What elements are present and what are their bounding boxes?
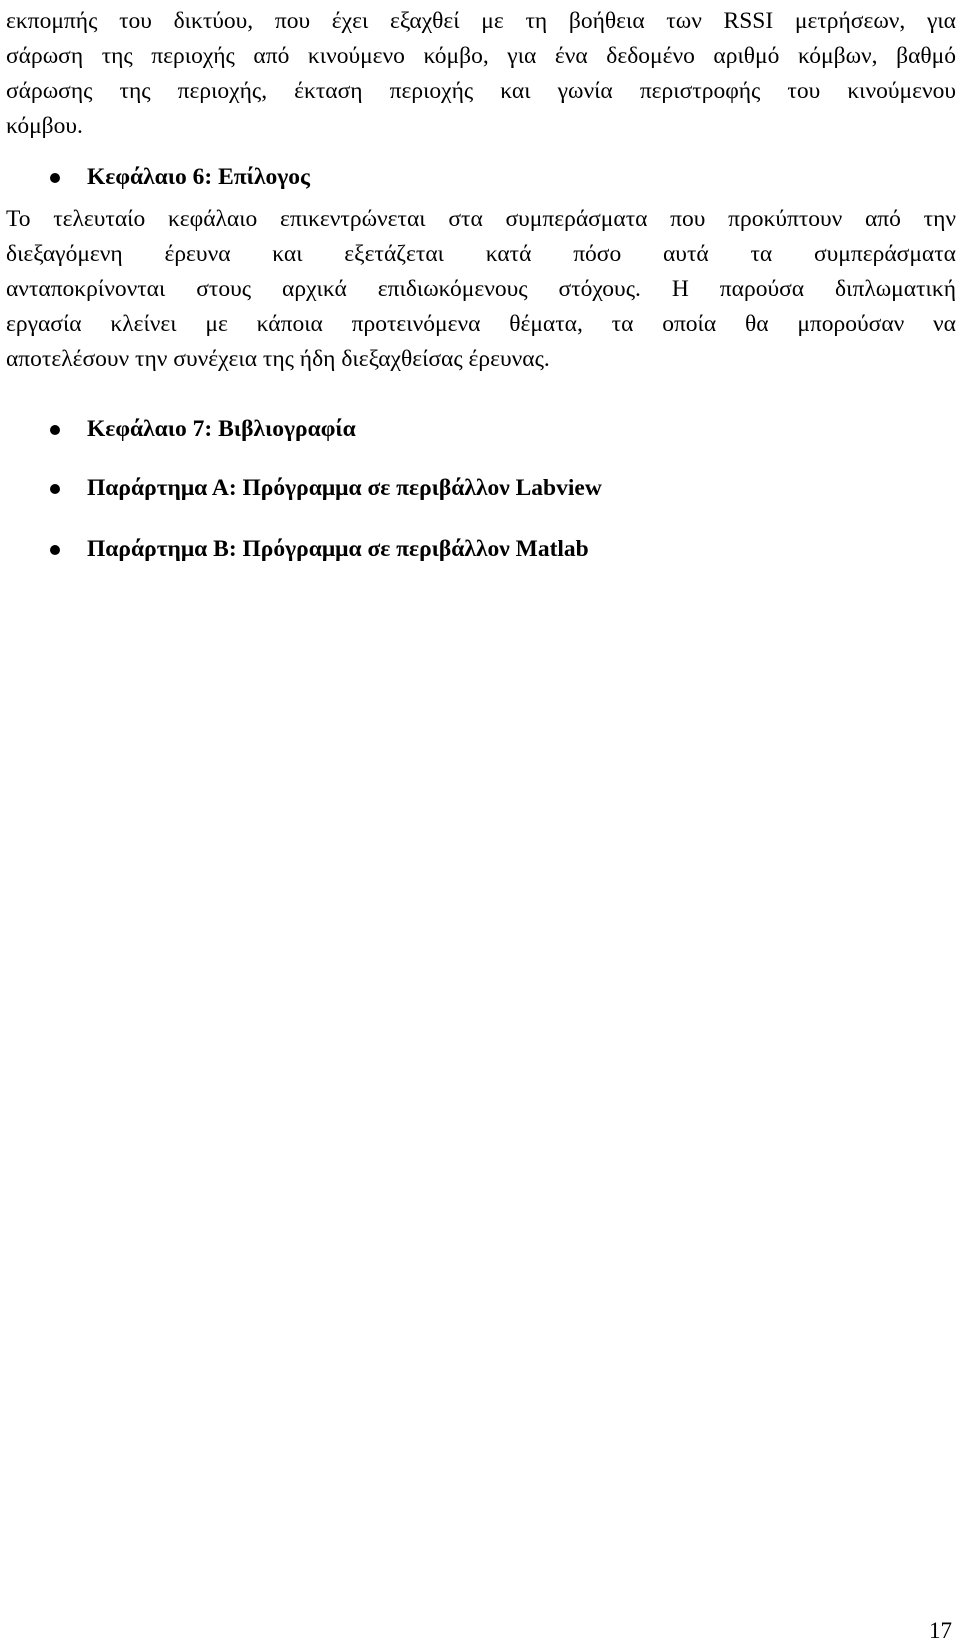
bullet-icon (50, 425, 60, 435)
chapter7-bullet (6, 412, 956, 447)
bullet-icon (50, 484, 60, 494)
appendix-a-bullet (6, 471, 956, 506)
chapter7-heading: Κεφάλαιο 7: Βιβλιογραφία (87, 416, 356, 442)
chapter6-line-3: ανταποκρίνονται στους αρχικά επιδιωκόμενους στόχους. Η παρούσα διπλωματική (6, 276, 956, 302)
intro-paragraph (6, 4, 956, 144)
chapter6-line-2: διεξαγόμενη έρευνα και εξετάζεται κατά πόσο αυτά τα συμπεράσματα (6, 241, 956, 267)
chapter6-paragraph (6, 202, 956, 377)
page-number: 17 (929, 1618, 952, 1643)
appendix-b-heading: Παράρτημα Β: Πρόγραμμα σε περιβάλλον Matlab (87, 536, 589, 562)
intro-line-4: κόμβου. (6, 113, 83, 139)
intro-line-3: σάρωσης της περιοχής, έκταση περιοχής και γωνία περιστροφής του κινούμενου (6, 78, 956, 104)
intro-line-1: εκπομπής του δικτύου, που έχει εξαχθεί με τη βοήθεια των RSSI μετρήσεων, για (6, 8, 956, 34)
intro-line-2: σάρωση της περιοχής από κινούμενο κόμβο, για ένα δεδομένο αριθμό κόμβων, βαθμό (6, 43, 956, 69)
chapter6-line-1: Το τελευταίο κεφάλαιο επικεντρώνεται στα συμπεράσματα που προκύπτουν από την (6, 206, 956, 232)
appendix-a-heading: Παράρτημα Α: Πρόγραμμα σε περιβάλλον Labview (87, 475, 602, 501)
bullet-icon (50, 173, 60, 183)
chapter6-line-4: εργασία κλείνει με κάποια προτεινόμενα θέματα, τα οποία θα μπορούσαν να (6, 311, 956, 337)
chapter6-heading: Κεφάλαιο 6: Επίλογος (87, 164, 310, 190)
appendix-b-bullet (6, 532, 956, 567)
chapter6-line-5: αποτελέσουν την συνέχεια της ήδη διεξαχθείσας έρευνας. (6, 346, 550, 372)
chapter6-bullet (6, 160, 956, 195)
bullet-icon (50, 545, 60, 555)
